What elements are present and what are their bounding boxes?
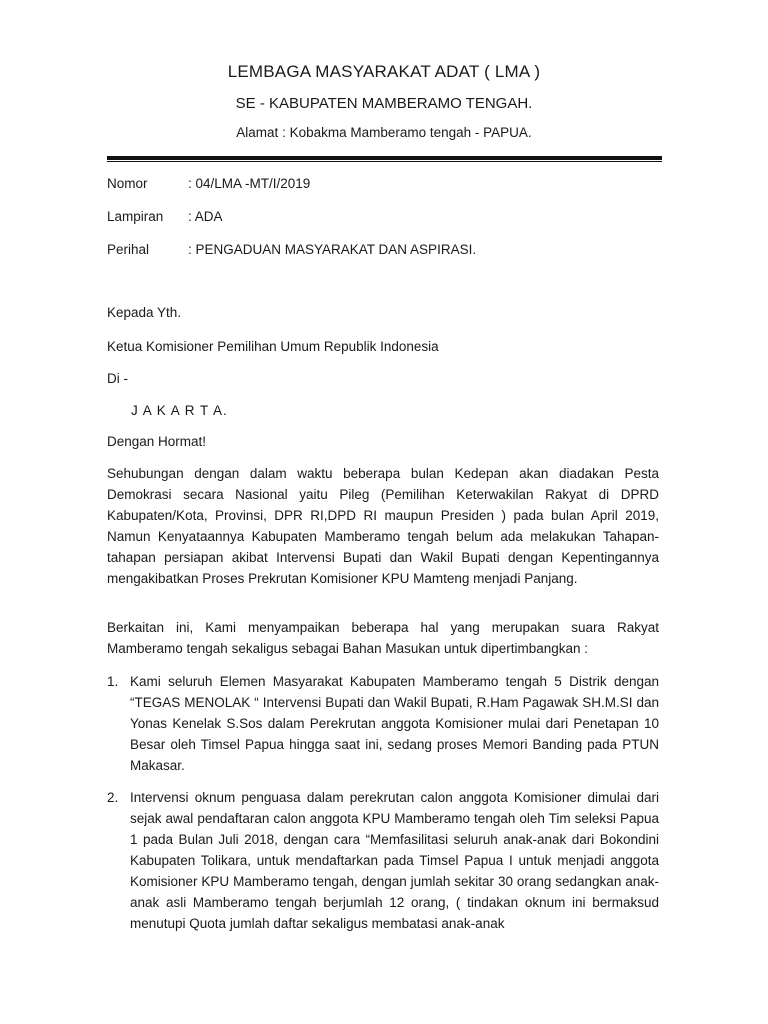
meta-value: : 04/LMA -MT/I/2019 [188, 176, 311, 191]
salutation: Dengan Hormat! [107, 434, 207, 449]
meta-value: : ADA [188, 209, 223, 224]
recipient-name: Ketua Komisioner Pemilihan Umum Republik Indonesia [107, 339, 439, 354]
organization-address: Alamat : Kobakma Mamberamo tengah - PAPUA. [236, 125, 532, 140]
list-text: Kami seluruh Elemen Masyarakat Kabupaten Mamberamo tengah 5 Distrik dengan “TEGAS MENOLAK “ Intervensi Bupati dan Wakil Bupati, R.Ham Pagawak SH.M.SI dan Yonas Kenelak S.Sos dalam Perekrutan anggota Komisioner mulai dari Penetapan 10 Besar oleh Timsel Papua hingga saat ini, sedang proses Memori Banding pada PTUN Makasar. [130, 674, 659, 773]
meta-label: Nomor [107, 176, 148, 191]
list-number: 1. [107, 674, 119, 689]
numbered-list [107, 671, 659, 934]
recipient-city: J A K A R T A. [131, 403, 228, 418]
organization-name: LEMBAGA MASYARAKAT ADAT ( LMA ) [227, 62, 541, 81]
recipient-at: Di - [107, 371, 128, 386]
letterhead [0, 62, 768, 140]
list-text: Intervensi oknum penguasa dalam perekrutan calon anggota Komisioner dimulai dari sejak awal pendaftaran calon anggota KPU Mamberamo tengah oleh Tim seleksi Papua 1 pada Bulan Juli 2018, dengan cara “Memfasilitasi seluruh anak-anak dari Bokondini Kabupaten Tolikara, untuk mendaftarkan pada Timsel Papua I untuk menjadi anggota Komisioner KPU Mamberamo tengah, dengan jumlah sekitar 30 orang sedangkan anak-anak asli Mamberamo tengah berjumlah 12 orang, ( tindakan oknum ini bermaksud menutupi Quota jumlah daftar sekaligus membatasi anak-anak [130, 790, 659, 931]
list-number: 2. [107, 790, 119, 805]
letter-meta [107, 175, 476, 274]
meta-row-number [107, 175, 476, 208]
recipient-greeting: Kepada Yth. [107, 305, 182, 320]
letterhead-divider [107, 156, 662, 162]
list-item [107, 787, 659, 934]
meta-row-subject [107, 241, 476, 274]
body-paragraph-2: Berkaitan ini, Kami menyampaikan beberapa hal yang merupakan suara Rakyat Mamberamo tengah sekaligus sebagai Bahan Masukan untuk dipertimbangkan : [107, 620, 659, 656]
meta-value: : PENGADUAN MASYARAKAT DAN ASPIRASI. [188, 242, 477, 257]
meta-row-attachment [107, 208, 476, 241]
meta-label: Lampiran [107, 209, 164, 224]
organization-region: SE - KABUPATEN MAMBERAMO TENGAH. [235, 95, 533, 112]
meta-label: Perihal [107, 242, 150, 257]
body-paragraph-1: Sehubungan dengan dalam waktu beberapa bulan Kedepan akan diadakan Pesta Demokrasi secara Nasional yaitu Pileg (Pemilihan Keterwakilan Rakyat di DPRD Kabupaten/Kota, Provinsi, DPR RI,DPD RI maupun Presiden ) pada bulan April 2019, Namun Kenyataannya Kabupaten Mamberamo tengah belum ada melakukan Tahapan-tahapan persiapan akibat Intervensi Bupati dan Wakil Bupati dengan Kepentingannya mengakibatkan Proses Prekrutan Komisioner KPU Mamteng menjadi Panjang. [107, 466, 659, 586]
list-item [107, 671, 659, 776]
